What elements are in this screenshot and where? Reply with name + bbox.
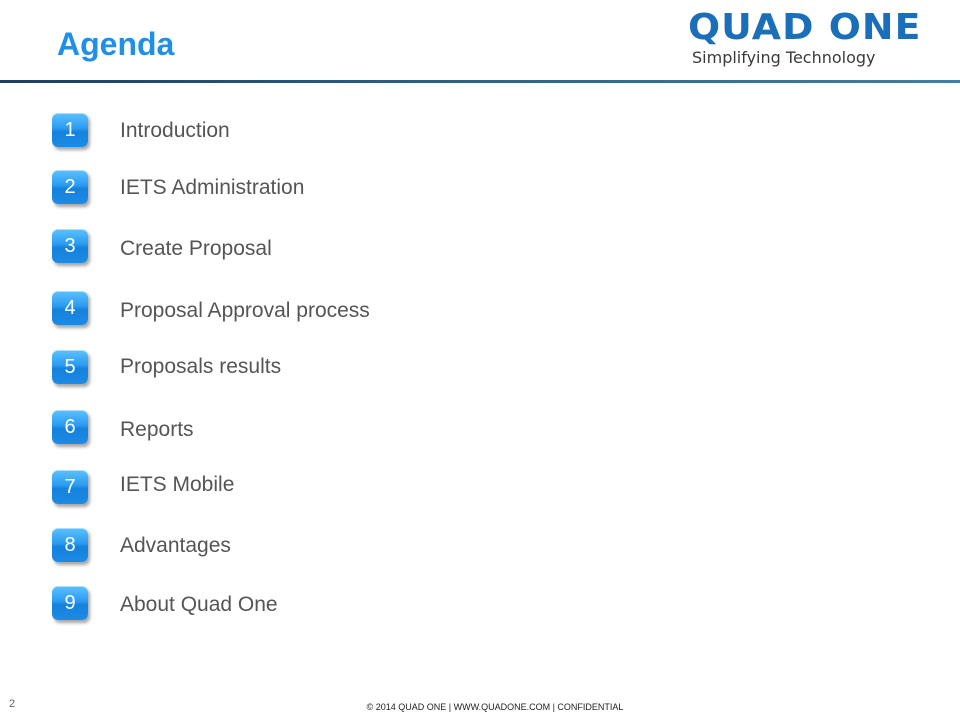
agenda-item-reports [52, 410, 552, 446]
agenda-item-iets-administration [52, 170, 552, 206]
agenda-item-create-proposal [52, 229, 552, 265]
slide-title: Agenda [57, 26, 175, 62]
agenda-number-badge: 2 [52, 170, 88, 204]
page-number: 2 [9, 698, 16, 710]
footer-copyright: © 2014 QUAD ONE | WWW.QUADONE.COM | CONFIDENTIAL [366, 702, 624, 712]
agenda-number-badge: 7 [52, 470, 88, 504]
agenda-item-proposal-approval [52, 291, 552, 327]
agenda-item-label: Advantages [120, 534, 231, 557]
agenda-item-introduction [52, 113, 552, 149]
agenda-number-badge: 5 [52, 350, 88, 384]
agenda-item-label: Create Proposal [120, 237, 272, 260]
agenda-number-badge: 9 [52, 586, 88, 620]
agenda-number-badge: 6 [52, 410, 88, 444]
agenda-number-badge: 3 [52, 229, 88, 263]
agenda-item-label: Proposals results [120, 355, 282, 378]
agenda-item-iets-mobile [52, 470, 552, 506]
agenda-item-label: IETS Mobile [120, 473, 235, 496]
agenda-item-label: Proposal Approval process [120, 299, 370, 322]
agenda-item-label: IETS Administration [120, 176, 305, 199]
agenda-item-proposals-results [52, 350, 552, 386]
logo-brand-text: QUAD ONE [688, 7, 922, 48]
agenda-item-about-quad-one [52, 586, 552, 622]
agenda-number-badge: 8 [52, 528, 88, 562]
agenda-number-badge: 1 [52, 113, 88, 147]
logo-tagline: Simplifying Technology [692, 48, 876, 67]
agenda-item-label: Reports [120, 418, 194, 441]
agenda-item-advantages [52, 528, 552, 564]
agenda-item-label: Introduction [120, 119, 230, 142]
agenda-item-label: About Quad One [120, 593, 278, 616]
agenda-number-badge: 4 [52, 291, 88, 325]
